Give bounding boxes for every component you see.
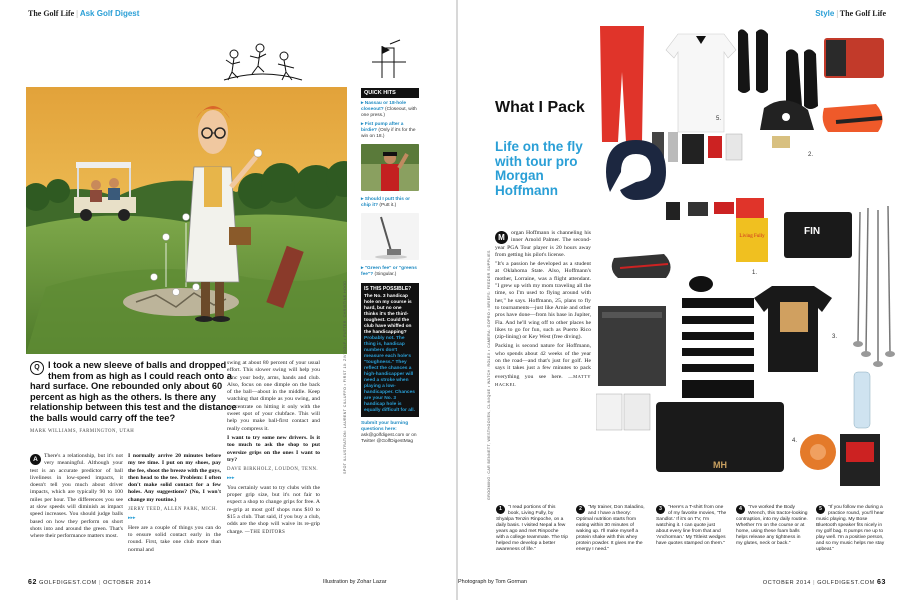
- caption-5: [816, 505, 888, 553]
- page-number: 62: [28, 579, 37, 586]
- answer-column-2: [128, 453, 221, 556]
- quick-hit-item: ▸ Should I putt this or chip it? (Putt it.): [361, 197, 411, 208]
- answer-2-text: Here are a couple of things you can do to ensure solid contact early in the round. First, take one club more than normal and: [128, 524, 221, 553]
- article-subtitle: Life on the fly with tour pro Morgan Hoffmann: [495, 139, 583, 198]
- answer-text: There's a relationship, but it's not very meaningful. Although your test is an accurate predictor of ball liveliness in low-speed impacts, it doesn't tell you much about driver impacts, which are typically 90 to 100 miles per hour. The differences you see at slow speeds will diminish as impact speed increases. You should judge balls based on how they perform on short shots into and around the green. That's where their performance matters most.: [30, 453, 123, 540]
- article-body: [495, 230, 591, 389]
- quick-hits-sidebar: [361, 88, 419, 445]
- footer-date: OCTOBER 2014: [103, 580, 152, 586]
- body-paragraph: Packing is second nature for Hoffmann, who spends about 42 weeks of the year on the road—and that's just for golf. He says it takes just a few minutes to pack everything you see here.: [495, 343, 591, 380]
- quick-hits-title: QUICK HITS: [361, 88, 419, 98]
- putter-photo: [361, 213, 419, 260]
- footer-site[interactable]: GOLFDIGEST.COM: [39, 580, 97, 586]
- caption-text: "I've worked the Body Wrench, this tractor-looking contraption, into my daily routine. Whether I'm on the course or at home, using these foam balls helps release any tightness in my glutes, neck or back.": [736, 505, 808, 546]
- header-sep: |: [836, 9, 838, 18]
- answer-column-3: [227, 360, 320, 538]
- header-brand: The Golf Life: [28, 9, 75, 18]
- left-page: [0, 0, 456, 600]
- right-header: [815, 9, 886, 18]
- header-brand: The Golf Life: [839, 9, 886, 18]
- answer-icon: A: [30, 454, 41, 465]
- body-paragraph: "It's a passion he developed as a student at Oklahoma State. Also, Hoffmann's mother, Lorraine, was a flight attendant. "I grew up with my mom traveling all the time, so I'm used to flying around with her," he says. Hoffmann, 25, plans to fly to tournaments—just like Arnie and other pros have done—from his base in Jupiter, Fla. And he'll wing off to other places he likes to go for fun, such as Puerto Rico (zip-lining) or Key West (free diving).: [495, 261, 591, 341]
- question-text: I took a new sleeve of balls and dropped them from as high as I could reach onto a hard surface. One rebounded only about 60 percent as high as the others. Is there any relationship between this test and the distance the balls would carry off the tee?: [30, 360, 237, 423]
- article-dropcap: M: [495, 231, 508, 244]
- submit-label: Submit your burning questions here:: [361, 421, 409, 432]
- right-vertical-credit: GROOMING: CAR BENNETT, WESTHOOVEN, CLINIQUE • WATCH: ROLEX • CAMERA: GOPRO • BRIEFS: FEEDER SUPPLIES: [487, 250, 491, 500]
- caption-4: [736, 505, 808, 547]
- question-icon: Q: [30, 361, 44, 375]
- body-signature: —MATTY HACKEL: [495, 373, 592, 387]
- striped-shirt-icon: [682, 298, 754, 398]
- caption-number: 2: [576, 505, 585, 514]
- footer-site[interactable]: GOLFDIGEST.COM: [817, 580, 875, 586]
- question-byline: MARK WILLIAMS, FARMINGTON, UTAH: [30, 429, 135, 434]
- bag-monogram: MH: [713, 460, 727, 470]
- is-this-possible-box: [361, 283, 419, 417]
- question-2-byline: JERRY TEED, ALLEN PARK, MICH.: [128, 507, 218, 513]
- possible-answer: Probably not. The thing is, handicap numbers don't measure each hole's "toughness." They reflect the chances a high-handicapper will need a stroke when playing a low-handicapper. Chances are your No. 3 handicap hole is equally difficult for all.: [364, 336, 415, 413]
- tablet-text: FIN: [804, 226, 821, 237]
- possible-question: The No. 3 handicap hole on my course is hard, but no one thinks it's the third-toughest. Could the club have whiffed on the handicapping?: [364, 294, 412, 335]
- caption-text: "My trainer, Don Saladino, and I have a theory: Optimal nutrition starts from eating within 30 minutes of waking up. I'll make myself a protein shake with this whey protein powder. It gives me the energy I need.": [576, 505, 645, 552]
- quick-hit-item: ▸ Fist pump after a birdie? (Only if it's for the win on 18.): [361, 122, 416, 139]
- photo-label: 1.: [752, 270, 758, 276]
- footer-sep: |: [98, 580, 101, 586]
- page-number: 63: [877, 579, 886, 586]
- sunglasses-icon: [689, 276, 713, 292]
- footer-date: OCTOBER 2014: [762, 580, 811, 586]
- water-bottle-icon: [854, 372, 870, 428]
- right-footer: [763, 579, 886, 586]
- answer-column-1: [30, 453, 123, 541]
- header-section: Ask Golf Digest: [79, 9, 140, 18]
- main-illustration: [26, 87, 347, 354]
- gopro-icon: [666, 202, 680, 220]
- footer-sep: |: [813, 580, 816, 586]
- left-vertical-credit: SPOT ILLUSTRATION: LAURENT CILLUFFO • FIRST 10: ZIV GOLF • PUTTER: CHRISTINE HOOD: [343, 280, 347, 474]
- left-header: [28, 9, 139, 18]
- submit-contact[interactable]: ask@golfdigest.com or on Twitter @GolfDigestMag: [361, 433, 417, 444]
- article-title: What I Pack: [495, 99, 585, 116]
- left-footer: [28, 579, 151, 586]
- caption-number: 1: [496, 505, 505, 514]
- fist-pump-photo: [361, 144, 419, 191]
- caption-number: 3: [656, 505, 665, 514]
- caption-number: 5: [816, 505, 825, 514]
- golf-glove-icon: [596, 394, 622, 430]
- spot-illustration: [222, 38, 422, 88]
- question-3-byline: DAVE BIRKHOLZ, LOUDON, TENN.: [227, 467, 319, 473]
- photo-credit: Photograph by Tom Gorman: [458, 579, 527, 585]
- book-title: Living Fully: [739, 234, 765, 239]
- caption-text: "I read portions of this book, Living Fully, by Shyalpa Tenzin Rinpoche, on a daily basis. I visited Nepal a few years ago and met Rinpoche with a college teammate. The trip helped me develop a better awareness of life.": [496, 505, 568, 552]
- question-block: [30, 360, 245, 434]
- answer-signature: —THE EDITORS: [244, 529, 286, 535]
- caption-1: [496, 505, 568, 553]
- question-2-text: I normally arrive 20 minutes before my tee time. I put on my shoes, pay the fee, shoot the breeze with the guys, then head to the tee. Problem: I often don't make solid contact for a few holes. Any suggestions? (No, I won't change my routine.): [128, 453, 221, 503]
- quick-hit-item: ▸ "Green fee" or "greens fee"? (Singular.): [361, 266, 417, 277]
- submit-info: [361, 421, 419, 445]
- body-paragraph: organ Hoffmann is channeling his inner Arnold Palmer. The second-year PGA Tour player is 20 hours away from getting his pilot's license.: [495, 230, 591, 258]
- caption-number: 4: [736, 505, 745, 514]
- caption-text: "Here's a T-shirt from one of my favorite movies, 'The Sandlot.' If it's on TV, I'm watching it. I can quote just about every line from that and 'Anchorman.' My Titleist wedges have quotes stamped on them.": [656, 505, 727, 546]
- header-section: Style: [815, 9, 835, 18]
- illustration-credit: Illustration by Zohar Lazar: [323, 579, 387, 585]
- question-3-text: I want to try some new drivers. Is it too much to ask the shop to put oversize grips on the ones I want to try?: [227, 434, 320, 463]
- packing-photo: [596, 22, 896, 496]
- caption-2: [576, 505, 648, 553]
- photo-label: 2.: [808, 152, 814, 158]
- photo-label: 3.: [832, 334, 838, 340]
- right-page: [458, 0, 914, 600]
- answer-2-continued: swing at about 80 percent of your usual effort. This slower swing will help you sync your body, arms, hands and club. Also, focus on one dimple on the back of the ball—about in the middle. Keep watching that dimple as you swing, and concentrate on hitting it only with the sweet spot of your clubface. This will help you make ball-first contact and really compress it.: [227, 360, 320, 432]
- answer-3-text: You certainly want to try clubs with the proper grip size, but it's not fair to expect a shop to change grips for free. A re-grip at most golf shops runs $10 to $15 a club. That said, if you buy a club, odds are the shop will waive its re-grip charge.: [227, 484, 320, 535]
- arrow-icon: ▸▸▸: [128, 516, 136, 522]
- header-sep: |: [76, 9, 78, 18]
- book-icon: [736, 218, 768, 262]
- caption-3: [656, 505, 728, 547]
- quick-hit-item: ▸ Nassau or 18-hole closeout? (Closeout, with one press.): [361, 101, 417, 118]
- caption-text: "If you follow me during a practice round, you'll hear music playing. My Bose Bluetooth speaker fits nicely in my golf bag. It pumps me up to play well. I'm a positive person, and so my music helps me stay upbeat.": [816, 505, 885, 552]
- photo-label: 5.: [716, 116, 722, 122]
- photo-label: 4.: [792, 438, 798, 444]
- possible-title: IS THIS POSSIBLE?: [364, 286, 412, 292]
- arrow-icon: ▸▸▸: [227, 476, 235, 482]
